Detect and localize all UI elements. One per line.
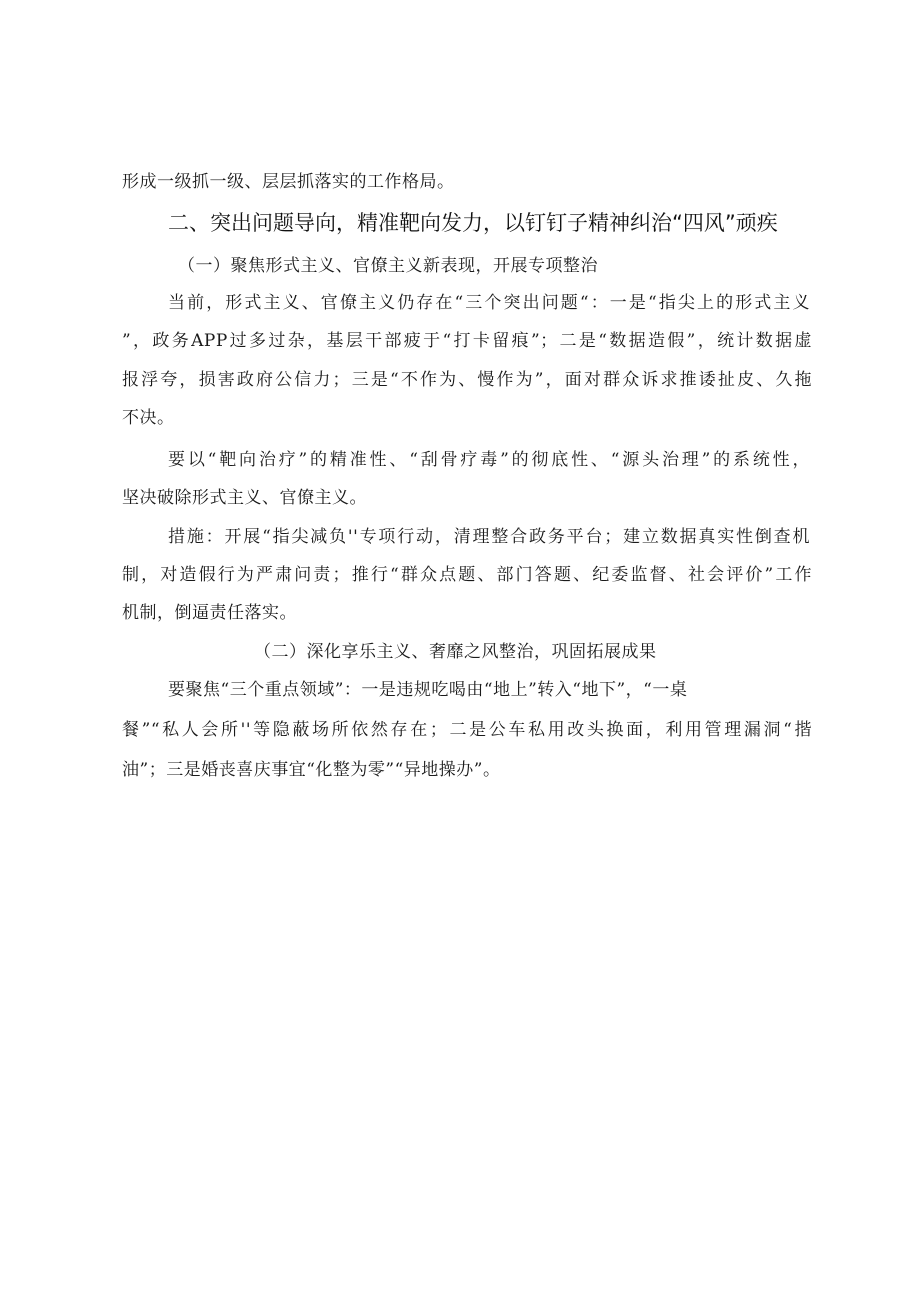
paragraph-line: 油”；三是婚丧喜庆事宜“化整为零”“异地操办”。 (122, 760, 501, 780)
section-heading: 二、突出问题导向，精准靶向发力，以钉钉子精神纠治“四风”顽疾 (168, 211, 778, 235)
paragraph-line: 要以“靶向治疗”的精准性、“刮骨疗毒”的彻底性、“源头治理”的系统性， (168, 450, 810, 470)
subsection-title-one: （一）聚焦形式主义、官僚主义新表现，开展专项整治 (178, 256, 598, 276)
paragraph-line: 制，对造假行为严肃问责；推行“群众点题、部门答题、纪委监督、社会评价”工作 (122, 565, 812, 585)
paragraph-line: 机制，倒逼责任落实。 (122, 603, 297, 623)
paragraph-line: 措施：开展“指尖减负''专项行动，清理整合政务平台；建立数据真实性倒查机 (168, 527, 810, 547)
paragraph-line: 坚决破除形式主义、官僚主义。 (122, 488, 367, 508)
paragraph-line: 当前，形式主义、官僚主义仍存在“三个突出问题“：一是“指尖上的形式主义 (168, 293, 810, 313)
paragraph-line: ”，政务APP过多过杂，基层干部疲于“打卡留痕”；二是“数据造假”，统计数据虚 (122, 331, 812, 351)
intro-line: 形成一级抓一级、层层抓落实的工作格局。 (122, 172, 455, 192)
paragraph-line: 要聚焦“三个重点领域”：一是违规吃喝由“地上”转入“地下”，“一桌 (168, 680, 688, 700)
subsection-title-two: （二）深化享乐主义、奢靡之风整治，巩固拓展成果 (254, 642, 657, 662)
paragraph-line: 餐”“私人会所''等隐蔽场所依然存在；二是公车私用改头换面，利用管理漏洞“揩 (122, 720, 812, 740)
paragraph-line: 不决。 (122, 408, 175, 428)
paragraph-line: 报浮夸，损害政府公信力；三是“不作为、慢作为”，面对群众诉求推诿扯皮、久拖 (122, 370, 812, 390)
